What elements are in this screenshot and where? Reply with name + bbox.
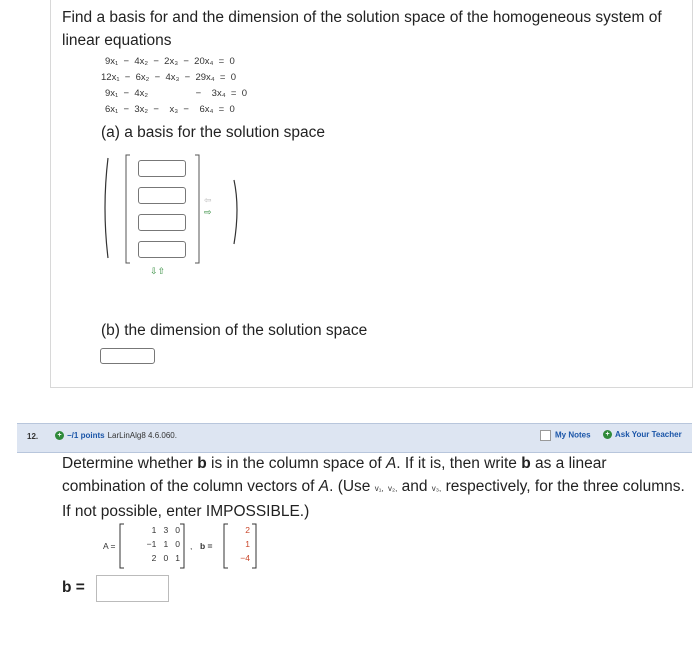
- matrix-comma: ,: [190, 541, 193, 551]
- basis-cell-4[interactable]: [138, 241, 186, 258]
- part-a-label: (a) a basis for the solution space: [101, 124, 326, 141]
- my-notes-button[interactable]: [540, 430, 591, 441]
- basis-cell-1[interactable]: [138, 160, 186, 177]
- points-text: −/1 points: [67, 431, 105, 440]
- plus-icon[interactable]: +: [55, 431, 64, 440]
- my-notes-label: My Notes: [555, 430, 591, 440]
- part-b-label: (b) the dimension of the solution space: [101, 322, 368, 339]
- answer-label: b =: [62, 579, 85, 596]
- basis-cell-3[interactable]: [138, 214, 186, 231]
- points-label: [55, 431, 177, 440]
- equation-3: 9x₁ − 4x₂ − 3x₄ = 0: [105, 88, 247, 99]
- q2-prompt: Determine whether b is in the column space of A. If it is, then write b as a linear combination of the column vectors of A. (Use v₁, v₂, and v₃, respectively, for the three columns. If not possible, enter IMPOSSIBLE.): [62, 455, 685, 520]
- vector-b-row-1: 2: [245, 525, 250, 535]
- equation-4: 6x₁ − 3x₂ − x₃ − 6x₄ = 0: [105, 104, 235, 115]
- matrix-a-label: A =: [103, 541, 116, 551]
- question-number: 12.: [27, 432, 39, 441]
- vector-b-row-3: −4: [240, 553, 250, 563]
- ask-teacher-label: Ask Your Teacher: [615, 430, 682, 439]
- add-column-icon[interactable]: ⇨: [204, 207, 212, 217]
- left-brace: [105, 158, 108, 258]
- right-brace: [234, 180, 237, 244]
- matrix-a-row-3: 2 0 1: [151, 553, 180, 563]
- source-text: LarLinAlg8 4.6.060.: [107, 431, 177, 440]
- q1-prompt: Find a basis for and the dimension of the solution space of the homogeneous system of linear equations: [62, 9, 662, 49]
- plus-icon: +: [603, 430, 612, 439]
- remove-column-icon[interactable]: ⇦: [204, 195, 212, 205]
- vector-b-label: b =: [200, 541, 213, 551]
- right-bracket: [195, 155, 199, 263]
- answer-input[interactable]: [96, 575, 169, 602]
- vector-b-row-2: 1: [245, 539, 250, 549]
- equation-1: 9x₁ − 4x₂ − 2x₃ − 20x₄ = 0: [105, 56, 235, 67]
- dimension-input[interactable]: [100, 348, 155, 364]
- ask-teacher-button[interactable]: [603, 430, 682, 439]
- left-bracket: [126, 155, 130, 263]
- notes-icon: [540, 430, 551, 441]
- matrix-a-row-1: 1 3 0: [151, 525, 180, 535]
- basis-cell-2[interactable]: [138, 187, 186, 204]
- matrix-a-row-2: −1 1 0: [146, 539, 180, 549]
- equation-2: 12x₁ − 6x₂ − 4x₃ − 29x₄ = 0: [101, 72, 237, 83]
- resize-rows-icon[interactable]: ⇩⇧: [150, 266, 166, 276]
